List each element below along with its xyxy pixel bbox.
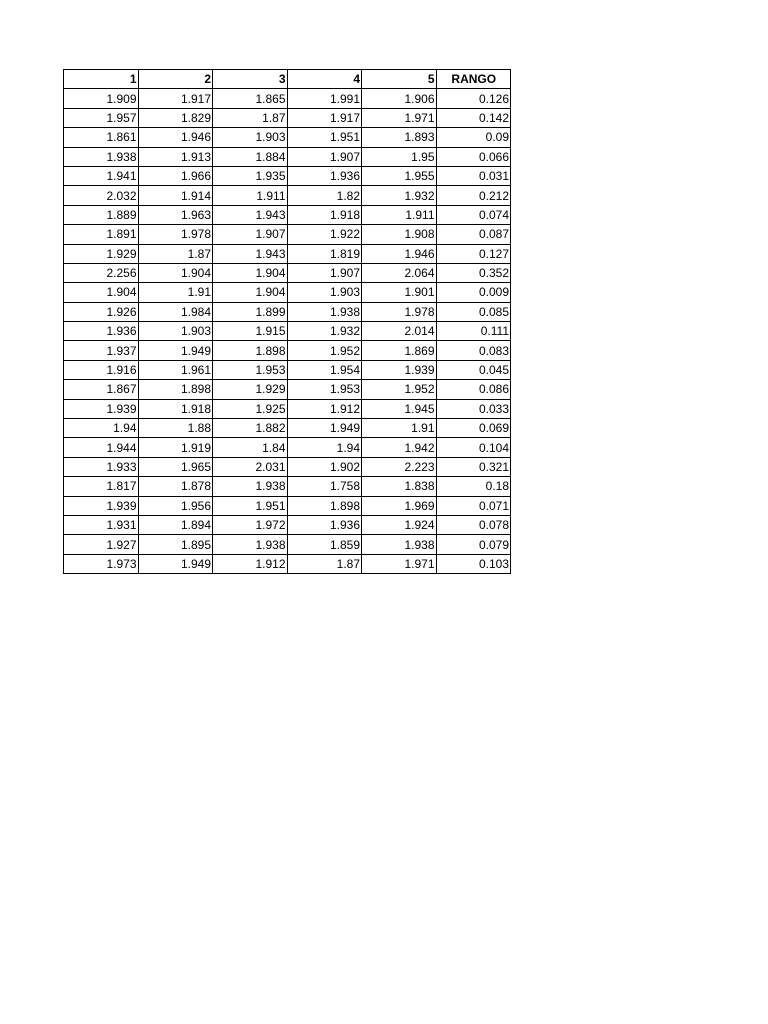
cell-col-2: 1.87 — [138, 244, 213, 263]
cell-col-5: 1.869 — [362, 341, 437, 360]
cell-col-4: 1.949 — [287, 419, 362, 438]
cell-col-2: 1.895 — [138, 535, 213, 554]
cell-col-1: 1.973 — [64, 554, 139, 573]
cell-rango: 0.127 — [436, 244, 511, 263]
table-row — [64, 166, 511, 185]
table-row — [64, 244, 511, 263]
cell-col-2: 1.894 — [138, 515, 213, 534]
cell-col-1: 1.891 — [64, 225, 139, 244]
cell-col-1: 1.939 — [64, 496, 139, 515]
cell-col-3: 1.915 — [213, 322, 288, 341]
cell-col-3: 1.938 — [213, 535, 288, 554]
cell-col-3: 1.935 — [213, 166, 288, 185]
cell-col-4: 1.94 — [287, 438, 362, 457]
cell-rango: 0.083 — [436, 341, 511, 360]
cell-col-5: 1.969 — [362, 496, 437, 515]
cell-col-2: 1.898 — [138, 380, 213, 399]
cell-col-4: 1.918 — [287, 205, 362, 224]
cell-col-1: 1.937 — [64, 341, 139, 360]
table-row — [64, 380, 511, 399]
cell-col-1: 1.909 — [64, 89, 139, 108]
cell-rango: 0.069 — [436, 419, 511, 438]
table-row — [64, 186, 511, 205]
cell-rango: 0.078 — [436, 515, 511, 534]
cell-col-2: 1.919 — [138, 438, 213, 457]
table-row — [64, 554, 511, 573]
cell-col-1: 1.957 — [64, 108, 139, 127]
cell-col-5: 1.908 — [362, 225, 437, 244]
cell-col-1: 1.931 — [64, 515, 139, 534]
table-row — [64, 419, 511, 438]
table-row — [64, 438, 511, 457]
cell-rango: 0.074 — [436, 205, 511, 224]
cell-col-3: 1.943 — [213, 205, 288, 224]
cell-rango: 0.104 — [436, 438, 511, 457]
cell-col-5: 2.014 — [362, 322, 437, 341]
cell-col-2: 1.913 — [138, 147, 213, 166]
cell-col-3: 1.904 — [213, 283, 288, 302]
cell-rango: 0.085 — [436, 302, 511, 321]
cell-col-1: 2.256 — [64, 263, 139, 282]
cell-col-5: 1.952 — [362, 380, 437, 399]
cell-col-4: 1.954 — [287, 360, 362, 379]
cell-col-2: 1.946 — [138, 128, 213, 147]
cell-col-1: 1.94 — [64, 419, 139, 438]
cell-col-5: 1.939 — [362, 360, 437, 379]
table-row — [64, 360, 511, 379]
table-row — [64, 283, 511, 302]
cell-rango: 0.142 — [436, 108, 511, 127]
cell-rango: 0.045 — [436, 360, 511, 379]
cell-col-1: 1.936 — [64, 322, 139, 341]
cell-col-2: 1.914 — [138, 186, 213, 205]
cell-col-4: 1.903 — [287, 283, 362, 302]
cell-col-1: 2.032 — [64, 186, 139, 205]
cell-col-3: 1.907 — [213, 225, 288, 244]
cell-rango: 0.321 — [436, 457, 511, 476]
cell-col-3: 1.904 — [213, 263, 288, 282]
cell-col-2: 1.978 — [138, 225, 213, 244]
cell-col-4: 1.898 — [287, 496, 362, 515]
cell-col-3: 1.953 — [213, 360, 288, 379]
cell-col-5: 1.938 — [362, 535, 437, 554]
table-row — [64, 477, 511, 496]
table-row — [64, 225, 511, 244]
cell-col-3: 1.943 — [213, 244, 288, 263]
cell-rango: 0.103 — [436, 554, 511, 573]
cell-col-5: 1.906 — [362, 89, 437, 108]
cell-col-3: 1.929 — [213, 380, 288, 399]
cell-col-1: 1.867 — [64, 380, 139, 399]
cell-col-4: 1.87 — [287, 554, 362, 573]
spreadsheet-table-container — [63, 69, 511, 574]
table-row — [64, 457, 511, 476]
data-table — [63, 69, 511, 574]
table-row — [64, 341, 511, 360]
column-header-1: 1 — [64, 70, 139, 89]
table-row — [64, 89, 511, 108]
cell-rango: 0.031 — [436, 166, 511, 185]
cell-col-3: 2.031 — [213, 457, 288, 476]
cell-col-1: 1.944 — [64, 438, 139, 457]
cell-col-3: 1.84 — [213, 438, 288, 457]
cell-col-4: 1.932 — [287, 322, 362, 341]
cell-col-2: 1.963 — [138, 205, 213, 224]
cell-col-5: 1.838 — [362, 477, 437, 496]
cell-col-2: 1.904 — [138, 263, 213, 282]
cell-col-3: 1.898 — [213, 341, 288, 360]
column-header-5: 5 — [362, 70, 437, 89]
cell-col-3: 1.899 — [213, 302, 288, 321]
cell-col-2: 1.949 — [138, 554, 213, 573]
cell-col-5: 2.223 — [362, 457, 437, 476]
cell-col-5: 1.91 — [362, 419, 437, 438]
cell-col-4: 1.922 — [287, 225, 362, 244]
cell-col-2: 1.917 — [138, 89, 213, 108]
column-header-2: 2 — [138, 70, 213, 89]
table-row — [64, 535, 511, 554]
column-header-rango: RANGO — [436, 70, 511, 89]
cell-col-2: 1.965 — [138, 457, 213, 476]
cell-col-4: 1.819 — [287, 244, 362, 263]
table-header — [64, 70, 511, 89]
cell-col-2: 1.903 — [138, 322, 213, 341]
cell-rango: 0.086 — [436, 380, 511, 399]
cell-col-3: 1.903 — [213, 128, 288, 147]
cell-col-1: 1.916 — [64, 360, 139, 379]
cell-col-1: 1.904 — [64, 283, 139, 302]
table-row — [64, 496, 511, 515]
cell-col-5: 1.932 — [362, 186, 437, 205]
cell-col-4: 1.912 — [287, 399, 362, 418]
table-row — [64, 128, 511, 147]
cell-col-5: 1.978 — [362, 302, 437, 321]
cell-col-4: 1.82 — [287, 186, 362, 205]
table-row — [64, 302, 511, 321]
cell-col-5: 1.955 — [362, 166, 437, 185]
cell-col-3: 1.972 — [213, 515, 288, 534]
cell-col-3: 1.938 — [213, 477, 288, 496]
cell-col-5: 1.942 — [362, 438, 437, 457]
cell-col-4: 1.991 — [287, 89, 362, 108]
cell-col-4: 1.758 — [287, 477, 362, 496]
cell-rango: 0.352 — [436, 263, 511, 282]
cell-col-5: 1.901 — [362, 283, 437, 302]
cell-col-4: 1.902 — [287, 457, 362, 476]
cell-col-1: 1.929 — [64, 244, 139, 263]
cell-col-1: 1.817 — [64, 477, 139, 496]
cell-rango: 0.09 — [436, 128, 511, 147]
cell-col-5: 1.893 — [362, 128, 437, 147]
table-row — [64, 108, 511, 127]
column-header-3: 3 — [213, 70, 288, 89]
column-header-4: 4 — [287, 70, 362, 89]
cell-col-5: 1.924 — [362, 515, 437, 534]
cell-rango: 0.111 — [436, 322, 511, 341]
cell-col-2: 1.918 — [138, 399, 213, 418]
cell-col-4: 1.953 — [287, 380, 362, 399]
header-row — [64, 70, 511, 89]
cell-col-5: 1.911 — [362, 205, 437, 224]
cell-col-3: 1.925 — [213, 399, 288, 418]
cell-col-5: 1.946 — [362, 244, 437, 263]
cell-col-1: 1.941 — [64, 166, 139, 185]
cell-col-1: 1.861 — [64, 128, 139, 147]
cell-col-4: 1.936 — [287, 166, 362, 185]
cell-col-5: 1.95 — [362, 147, 437, 166]
table-row — [64, 515, 511, 534]
cell-col-2: 1.966 — [138, 166, 213, 185]
cell-col-4: 1.936 — [287, 515, 362, 534]
cell-col-4: 1.951 — [287, 128, 362, 147]
table-row — [64, 147, 511, 166]
cell-col-3: 1.882 — [213, 419, 288, 438]
cell-col-2: 1.984 — [138, 302, 213, 321]
cell-col-1: 1.927 — [64, 535, 139, 554]
cell-col-4: 1.952 — [287, 341, 362, 360]
table-body — [64, 89, 511, 574]
cell-col-4: 1.907 — [287, 147, 362, 166]
cell-rango: 0.071 — [436, 496, 511, 515]
cell-col-3: 1.865 — [213, 89, 288, 108]
cell-col-3: 1.884 — [213, 147, 288, 166]
table-row — [64, 205, 511, 224]
cell-col-5: 1.945 — [362, 399, 437, 418]
cell-col-3: 1.87 — [213, 108, 288, 127]
cell-rango: 0.087 — [436, 225, 511, 244]
cell-col-3: 1.911 — [213, 186, 288, 205]
cell-col-2: 1.88 — [138, 419, 213, 438]
cell-col-5: 1.971 — [362, 554, 437, 573]
cell-col-1: 1.938 — [64, 147, 139, 166]
cell-rango: 0.079 — [436, 535, 511, 554]
cell-col-5: 1.971 — [362, 108, 437, 127]
cell-col-2: 1.91 — [138, 283, 213, 302]
cell-col-3: 1.912 — [213, 554, 288, 573]
cell-col-2: 1.829 — [138, 108, 213, 127]
cell-rango: 0.126 — [436, 89, 511, 108]
cell-col-2: 1.961 — [138, 360, 213, 379]
cell-col-2: 1.956 — [138, 496, 213, 515]
cell-rango: 0.033 — [436, 399, 511, 418]
cell-col-2: 1.878 — [138, 477, 213, 496]
cell-col-1: 1.933 — [64, 457, 139, 476]
cell-col-4: 1.907 — [287, 263, 362, 282]
cell-col-4: 1.859 — [287, 535, 362, 554]
cell-col-1: 1.889 — [64, 205, 139, 224]
cell-col-4: 1.938 — [287, 302, 362, 321]
table-row — [64, 399, 511, 418]
cell-col-2: 1.949 — [138, 341, 213, 360]
table-row — [64, 263, 511, 282]
cell-rango: 0.18 — [436, 477, 511, 496]
table-row — [64, 322, 511, 341]
cell-rango: 0.212 — [436, 186, 511, 205]
cell-col-5: 2.064 — [362, 263, 437, 282]
cell-col-1: 1.939 — [64, 399, 139, 418]
cell-col-4: 1.917 — [287, 108, 362, 127]
cell-col-1: 1.926 — [64, 302, 139, 321]
cell-rango: 0.066 — [436, 147, 511, 166]
cell-rango: 0.009 — [436, 283, 511, 302]
cell-col-3: 1.951 — [213, 496, 288, 515]
